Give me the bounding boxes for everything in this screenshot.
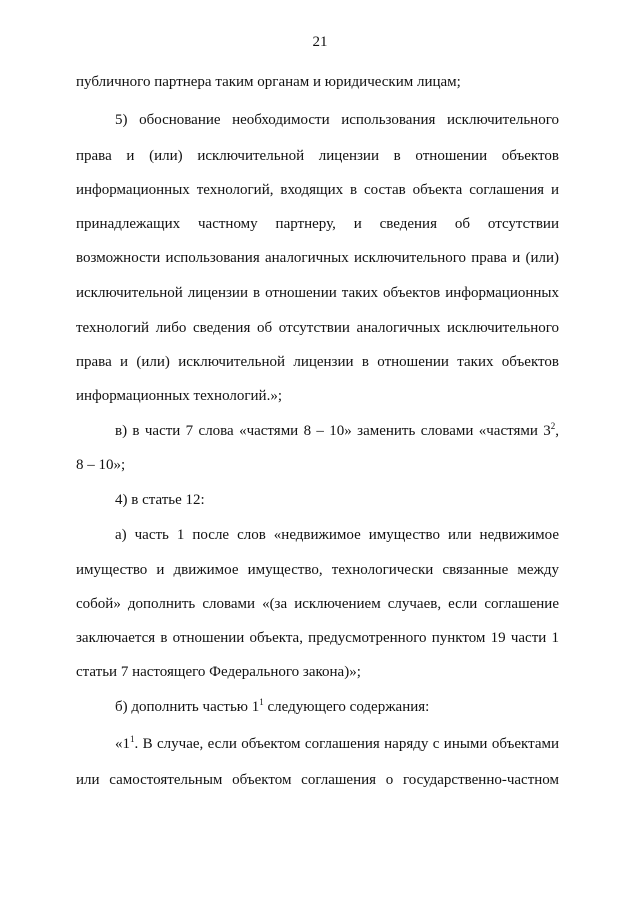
page-number: 21: [312, 34, 328, 50]
text-run: 5) обоснование необходимости использования исключительного: [115, 112, 559, 128]
text-run: 4) в статье 12:: [115, 492, 205, 508]
text-run: «1: [115, 736, 130, 752]
text-run: права и (или) исключительной лицензии в отношении таких объектов: [76, 354, 559, 370]
text-run: следующего содержания:: [263, 699, 430, 715]
text-line: [76, 455, 559, 475]
text-run: ,: [555, 423, 559, 439]
text-line: [115, 490, 559, 510]
text-line: [76, 352, 559, 372]
text-line: [76, 594, 559, 614]
text-line: [76, 318, 559, 338]
text-run: принадлежащих частному партнеру, и сведения об отсутствии: [76, 216, 559, 232]
text-line: [76, 72, 559, 92]
text-line: [76, 248, 559, 268]
text-line: [76, 560, 559, 580]
text-run: информационных технологий.»;: [76, 388, 282, 404]
superscript: 2: [550, 421, 556, 431]
text-line: [115, 734, 559, 754]
text-line: [115, 697, 559, 717]
text-run: в) в части 7 слова «частями 8 – 10» заменить словами «частями 3: [115, 423, 551, 439]
text-line: [76, 214, 559, 234]
text-run: а) часть 1 после слов «недвижимое имущество или недвижимое: [115, 527, 559, 543]
text-line: [76, 180, 559, 200]
text-run: возможности использования аналогичных исключительного права и (или): [76, 250, 559, 266]
superscript: 1: [259, 697, 264, 707]
text-run: информационных технологий, входящих в состав объекта соглашения и: [76, 182, 559, 198]
text-run: имущество и движимое имущество, технологически связанные между: [76, 562, 559, 578]
text-run: заключается в отношении объекта, предусмотренного пунктом 19 части 1: [76, 630, 559, 646]
text-line: [76, 146, 559, 166]
text-line: [115, 110, 559, 130]
text-run: б) дополнить частью 1: [115, 699, 260, 715]
text-line: [76, 386, 559, 406]
text-run: исключительной лицензии в отношении таких объектов информационных: [76, 285, 559, 301]
text-line: [76, 628, 559, 648]
text-run: 8 – 10»;: [76, 457, 126, 473]
text-line: [115, 421, 559, 441]
superscript: 1: [130, 734, 135, 744]
text-line: [115, 525, 559, 545]
text-run: . В случае, если объектом соглашения наряду с иными объектами: [134, 736, 559, 752]
text-run: собой» дополнить словами «(за исключением случаев, если соглашение: [76, 596, 559, 612]
text-run: права и (или) исключительной лицензии в отношении объектов: [76, 148, 559, 164]
text-line: [76, 770, 559, 790]
text-run: или самостоятельным объектом соглашения о государственно-частном: [76, 772, 559, 788]
text-run: технологий либо сведения об отсутствии аналогичных исключительного: [76, 320, 559, 336]
text-run: статьи 7 настоящего Федерального закона)»;: [76, 664, 361, 680]
text-line: [76, 283, 559, 303]
text-line: [76, 662, 559, 682]
text-run: публичного партнера таким органам и юридическим лицам;: [76, 74, 461, 90]
